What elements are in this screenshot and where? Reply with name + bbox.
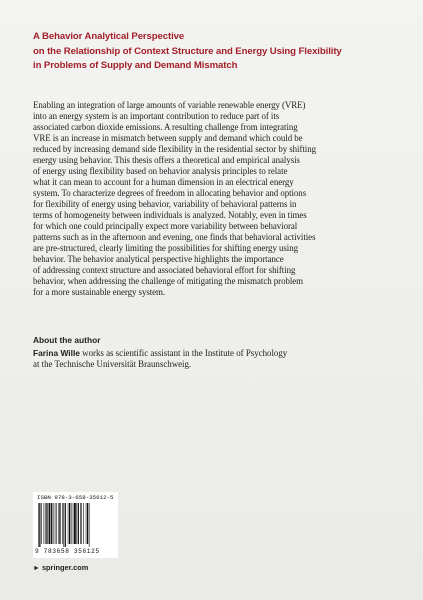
abstract-line: associated carbon dioxide emissions. A resulting challenge from integrating — [33, 122, 298, 133]
barcode-bars — [37, 503, 115, 547]
abstract-line: of addressing context structure and associated behavioral effort for shifting — [33, 265, 296, 276]
abstract-line: for flexibility of energy using behavior, variability of behavioral patterns in — [33, 199, 297, 210]
barcode-bar — [71, 503, 72, 544]
barcode-bar — [87, 503, 88, 544]
barcode-bar — [45, 503, 46, 544]
about-line: at the Technische Universität Braunschweig. — [33, 359, 192, 369]
abstract-line: behavior, when addressing the challenge of mitigating the mismatch problem — [33, 276, 304, 287]
barcode-bar — [73, 503, 74, 544]
barcode-bar — [80, 503, 81, 544]
barcode-bar — [51, 503, 52, 544]
publisher-name: springer.com — [41, 563, 89, 572]
about-author-heading: About the author — [33, 335, 101, 345]
abstract-line: system. To characterize degrees of freedom in allocating behavior and options — [33, 188, 307, 199]
isbn-number: ISBN 978-3-658-35612-5 — [37, 494, 114, 501]
abstract-line: for which one could principally expect more variability between behavioral — [33, 221, 298, 232]
abstract-line: energy using behavior. This thesis offers a theoretical and empirical analysis — [33, 155, 300, 166]
barcode-bar — [44, 503, 45, 544]
barcode-bar — [53, 503, 54, 544]
about-line — [33, 348, 377, 359]
barcode-bar — [38, 503, 39, 547]
barcode-bar — [60, 503, 61, 544]
abstract-line: patterns such as in the afternoon and evening, one finds that behavioral activities — [33, 232, 316, 243]
author-name: Farina Wille — [33, 348, 80, 358]
barcode-bar — [55, 503, 56, 544]
barcode-bar — [89, 503, 90, 547]
abstract-line: terms of homogeneity between individuals is analyzed. Notably, even in times — [33, 210, 307, 221]
abstract-line: for a more sustainable energy system. — [33, 287, 166, 298]
barcode-bar — [86, 503, 87, 544]
abstract-text — [33, 100, 377, 298]
barcode-bar — [74, 503, 76, 544]
title-line: on the Relationship of Context Structure and Energy Using Flexibility — [33, 45, 342, 57]
barcode-bar — [58, 503, 59, 544]
book-title — [33, 30, 373, 74]
barcode-bar — [83, 503, 84, 544]
abstract-line: Enabling an integration of large amounts of variable renewable energy (VRE) — [33, 100, 306, 110]
abstract-line: reduced by increasing demand side flexibility in the residential sector by shifting — [33, 144, 316, 155]
isbn-barcode — [33, 492, 118, 558]
barcode-bar — [76, 503, 77, 544]
abstract-line: of energy using flexibility based on behavior analysis principles to relate — [33, 166, 288, 177]
barcode-bar — [81, 503, 82, 544]
barcode-bar — [69, 503, 70, 544]
barcode-bar — [49, 503, 51, 544]
barcode-bar — [56, 503, 57, 544]
barcode-bar — [65, 503, 66, 547]
abstract-line: are pre-structured, clearly limiting the possibilities for shifting energy using — [33, 243, 298, 254]
publisher-link[interactable] — [33, 563, 88, 572]
barcode-bar — [47, 503, 48, 544]
barcode-bar — [68, 503, 69, 544]
abstract-line: VRE is an increase in mismatch between supply and demand which could be — [33, 133, 303, 144]
author-description: works as scientific assistant in the Institute of Psychology — [79, 348, 288, 358]
about-author-text — [33, 348, 377, 370]
title-line: A Behavior Analytical Perspective — [33, 31, 185, 42]
barcode-bar — [62, 503, 63, 544]
abstract-line: behavior. The behavior analytical perspective highlights the importance — [33, 254, 284, 265]
abstract-line: what it can mean to account for a human dimension in an electrical energy — [33, 177, 294, 188]
barcode-bar — [39, 503, 40, 547]
title-line: in Problems of Supply and Demand Mismatch — [33, 60, 238, 71]
abstract-line: into an energy system is an important contribution to reduce part of its — [33, 111, 280, 122]
arrow-icon: ► — [33, 565, 40, 572]
barcode-bar — [63, 503, 64, 547]
barcode-bar — [41, 503, 42, 544]
barcode-bar — [78, 503, 79, 544]
barcode-digits: 9 783658 356125 — [35, 548, 100, 555]
